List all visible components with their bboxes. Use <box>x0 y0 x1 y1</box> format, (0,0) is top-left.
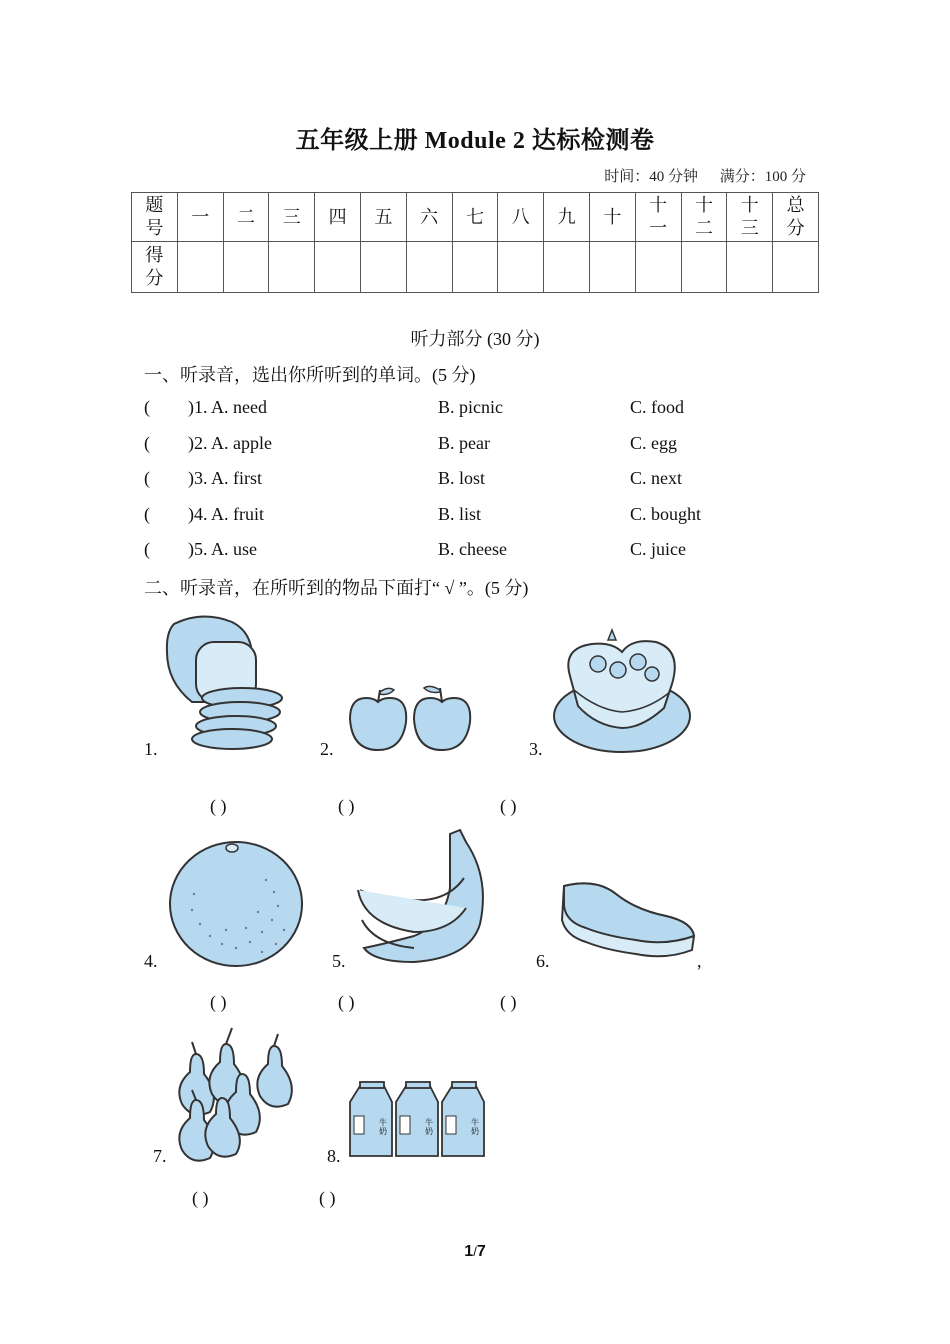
score-cell[interactable] <box>498 242 544 293</box>
col-11: 十 一 <box>635 193 681 242</box>
col-5: 五 <box>360 193 406 242</box>
col-1: 一 <box>177 193 223 242</box>
answer-box-7[interactable]: ( ) <box>192 1188 209 1208</box>
page-title: 五年级上册 Module 2 达标检测卷 <box>295 128 655 154</box>
col-total: 总 分 <box>773 193 819 242</box>
exam-meta <box>586 165 806 186</box>
picture-number: 3. <box>529 739 543 759</box>
answer-box-5[interactable]: ( ) <box>338 992 355 1012</box>
answer-paren[interactable]: ( <box>144 504 150 524</box>
score-table-row-label: 得 分 <box>132 242 178 293</box>
col-10: 十 <box>589 193 635 242</box>
answer-paren[interactable]: ( <box>144 433 150 453</box>
answer-paren[interactable]: ( <box>144 468 150 488</box>
q1-item: ( )1. A. need B. picnic C. food <box>144 397 684 417</box>
picture-number: 7. <box>153 1146 167 1166</box>
answer-box-4[interactable]: ( ) <box>210 992 227 1012</box>
answer-box-6[interactable]: ( ) <box>500 992 517 1012</box>
score-cell[interactable] <box>452 242 498 293</box>
full-score: 满分：100 分 <box>719 169 806 185</box>
score-cell[interactable] <box>681 242 727 293</box>
answer-box-2[interactable]: ( ) <box>338 796 355 816</box>
col-2: 二 <box>223 193 269 242</box>
score-cell[interactable] <box>727 242 773 293</box>
picture-number: 1. <box>144 739 158 759</box>
milk-label-2: 牛奶 <box>425 1118 433 1136</box>
q1-item: ( )2. A. apple B. pear C. egg <box>144 433 677 453</box>
orange-icon <box>166 840 306 968</box>
col-9: 九 <box>544 193 590 242</box>
score-table-header-label: 题 号 <box>132 193 178 242</box>
score-cell[interactable] <box>773 242 819 293</box>
score-cell[interactable] <box>589 242 635 293</box>
col-12: 十 二 <box>681 193 727 242</box>
score-table-header-row <box>132 193 819 242</box>
answer-box-1[interactable]: ( ) <box>210 796 227 816</box>
col-8: 八 <box>498 193 544 242</box>
score-table-score-row <box>132 242 819 293</box>
answer-paren[interactable]: ( <box>144 539 150 559</box>
q2-heading: 二、听录音，在所听到的物品下面打“ √ ”。(5 分) <box>144 578 529 598</box>
cake-icon <box>552 628 692 754</box>
meat-icon <box>556 880 698 966</box>
answer-box-3[interactable]: ( ) <box>500 796 517 816</box>
picture-number: 6. <box>536 951 550 971</box>
answer-box-8[interactable]: ( ) <box>319 1188 336 1208</box>
picture-number: 8. <box>327 1146 341 1166</box>
bananas-icon <box>354 828 492 964</box>
q1-item: ( )3. A. first B. lost C. next <box>144 468 682 488</box>
col-13: 十 三 <box>727 193 773 242</box>
score-table <box>131 192 819 293</box>
pears-icon <box>174 1024 308 1164</box>
col-4: 四 <box>315 193 361 242</box>
stray-comma: , <box>697 951 702 971</box>
bread-icon <box>162 612 288 754</box>
score-cell[interactable] <box>544 242 590 293</box>
q1-item: ( )4. A. fruit B. list C. bought <box>144 504 702 524</box>
page-number: 1/7 <box>464 1243 486 1260</box>
time-limit: 时间：40 分钟 <box>604 169 698 185</box>
picture-number: 4. <box>144 951 158 971</box>
score-cell[interactable] <box>223 242 269 293</box>
score-cell[interactable] <box>315 242 361 293</box>
picture-number: 5. <box>332 951 346 971</box>
score-cell[interactable] <box>269 242 315 293</box>
answer-paren[interactable]: ( <box>144 397 150 417</box>
col-3: 三 <box>269 193 315 242</box>
q1-item: ( )5. A. use B. cheese C. juice <box>144 539 686 559</box>
milk-label-1: 牛奶 <box>379 1118 387 1136</box>
milk-label-3: 牛奶 <box>471 1118 479 1136</box>
score-cell[interactable] <box>360 242 406 293</box>
col-7: 七 <box>452 193 498 242</box>
col-6: 六 <box>406 193 452 242</box>
score-cell[interactable] <box>635 242 681 293</box>
apples-icon <box>344 684 480 754</box>
score-cell[interactable] <box>177 242 223 293</box>
score-cell[interactable] <box>406 242 452 293</box>
picture-number: 2. <box>320 739 334 759</box>
q1-heading: 一、听录音，选出你所听到的单词。(5 分) <box>144 365 476 385</box>
section-title: 听力部分 (30 分) <box>410 329 540 349</box>
